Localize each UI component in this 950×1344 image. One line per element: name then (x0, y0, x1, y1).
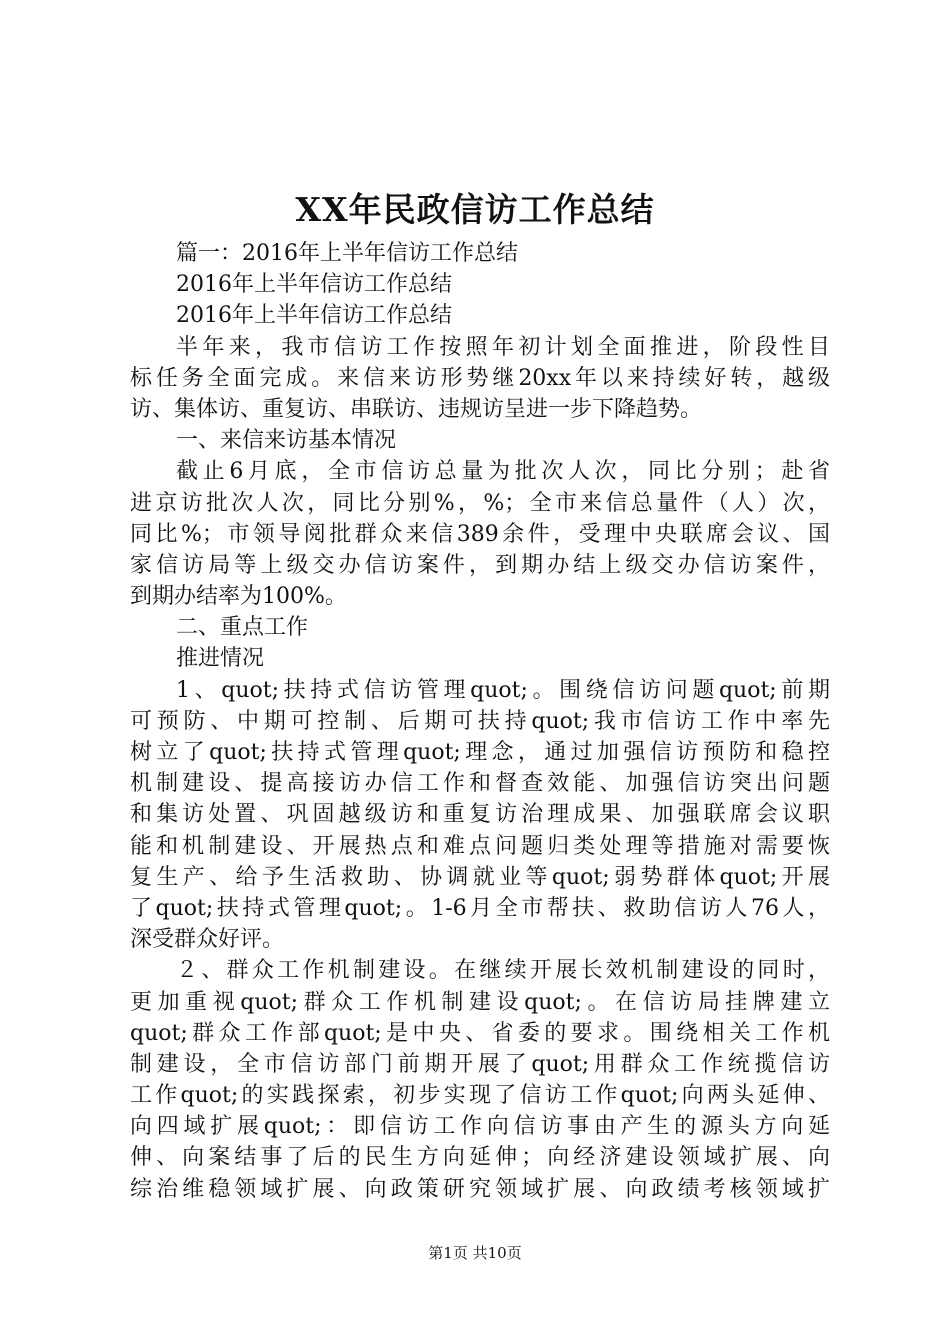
body-line: 1、quot;扶持式信访管理quot;。围绕信访问题quot;前期 (176, 677, 830, 703)
document-title: XX年民政信访工作总结 (295, 190, 655, 229)
body-line: 更加重视quot;群众工作机制建设quot;。在信访局挂牌建立 (130, 989, 830, 1015)
body-line: 能和机制建设、开展热点和难点问题归类处理等措施对需要恢 (130, 833, 830, 859)
body-line: 截止6月底，全市信访总量为批次人次，同比分别；赴省 (176, 459, 830, 485)
body-line: 可预防、中期可控制、后期可扶持quot;我市信访工作中率先 (130, 708, 830, 734)
body-line: 访、集体访、重复访、串联访、违规访呈进一步下降趋势。 (130, 396, 703, 422)
body-line: 和集访处置、巩固越级访和重复访治理成果、加强联席会议职 (130, 802, 830, 828)
body-line: 家信访局等上级交办信访案件，到期办结上级交办信访案件， (130, 552, 830, 578)
body-line: 复生产、给予生活救助、协调就业等quot;弱势群体quot;开展 (130, 864, 830, 890)
body-line: 半年来，我市信访工作按照年初计划全面推进，阶段性目 (176, 334, 830, 360)
body-line: 二、重点工作 (176, 615, 309, 641)
body-line: 推进情况 (176, 646, 265, 672)
body-line: 篇一：2016年上半年信访工作总结 (176, 241, 518, 266)
body-line: 一、来信来访基本情况 (176, 428, 397, 454)
body-line: 进京访批次人次，同比分别%，%；全市来信总量件（人）次， (130, 490, 830, 516)
body-line: 2016年上半年信访工作总结 (176, 272, 452, 298)
body-line: 工作quot;的实践探索，初步实现了信访工作quot;向两头延伸、 (130, 1083, 830, 1109)
body-line: 树立了quot;扶持式管理quot;理念，通过加强信访预防和稳控 (130, 740, 830, 765)
body-line: 伸、向案结事了后的民生方向延伸；向经济建设领域扩展、向 (130, 1145, 830, 1171)
body-line: 标任务全面完成。来信来访形势继20xx年以来持续好转，越级 (130, 365, 830, 391)
body-line: 制建设，全市信访部门前期开展了quot;用群众工作统揽信访 (130, 1051, 830, 1077)
page-footer: 第1页 共10页 (428, 1244, 522, 1262)
body-line: 同比%；市领导阅批群众来信389余件，受理中央联席会议、国 (130, 521, 830, 547)
body-line: 深受群众好评。 (130, 927, 285, 953)
body-line: 向四域扩展quot;：即信访工作向信访事由产生的源头方向延 (130, 1114, 830, 1140)
body-line: quot;群众工作部quot;是中央、省委的要求。围绕相关工作机 (130, 1020, 830, 1046)
body-line: ２、群众工作机制建设。在继续开展长效机制建设的同时， (176, 958, 830, 984)
body-line: 机制建设、提高接访办信工作和督查效能、加强信访突出问题 (130, 771, 830, 797)
body-line: 到期办结率为100%。 (130, 584, 347, 610)
document-body (130, 238, 830, 1205)
body-line: 综治维稳领域扩展、向政策研究领域扩展、向政绩考核领域扩 (130, 1176, 830, 1202)
body-line: 2016年上半年信访工作总结 (176, 303, 452, 329)
body-line: 了quot;扶持式管理quot;。1-6月全市帮扶、救助信访人76人， (130, 895, 830, 921)
